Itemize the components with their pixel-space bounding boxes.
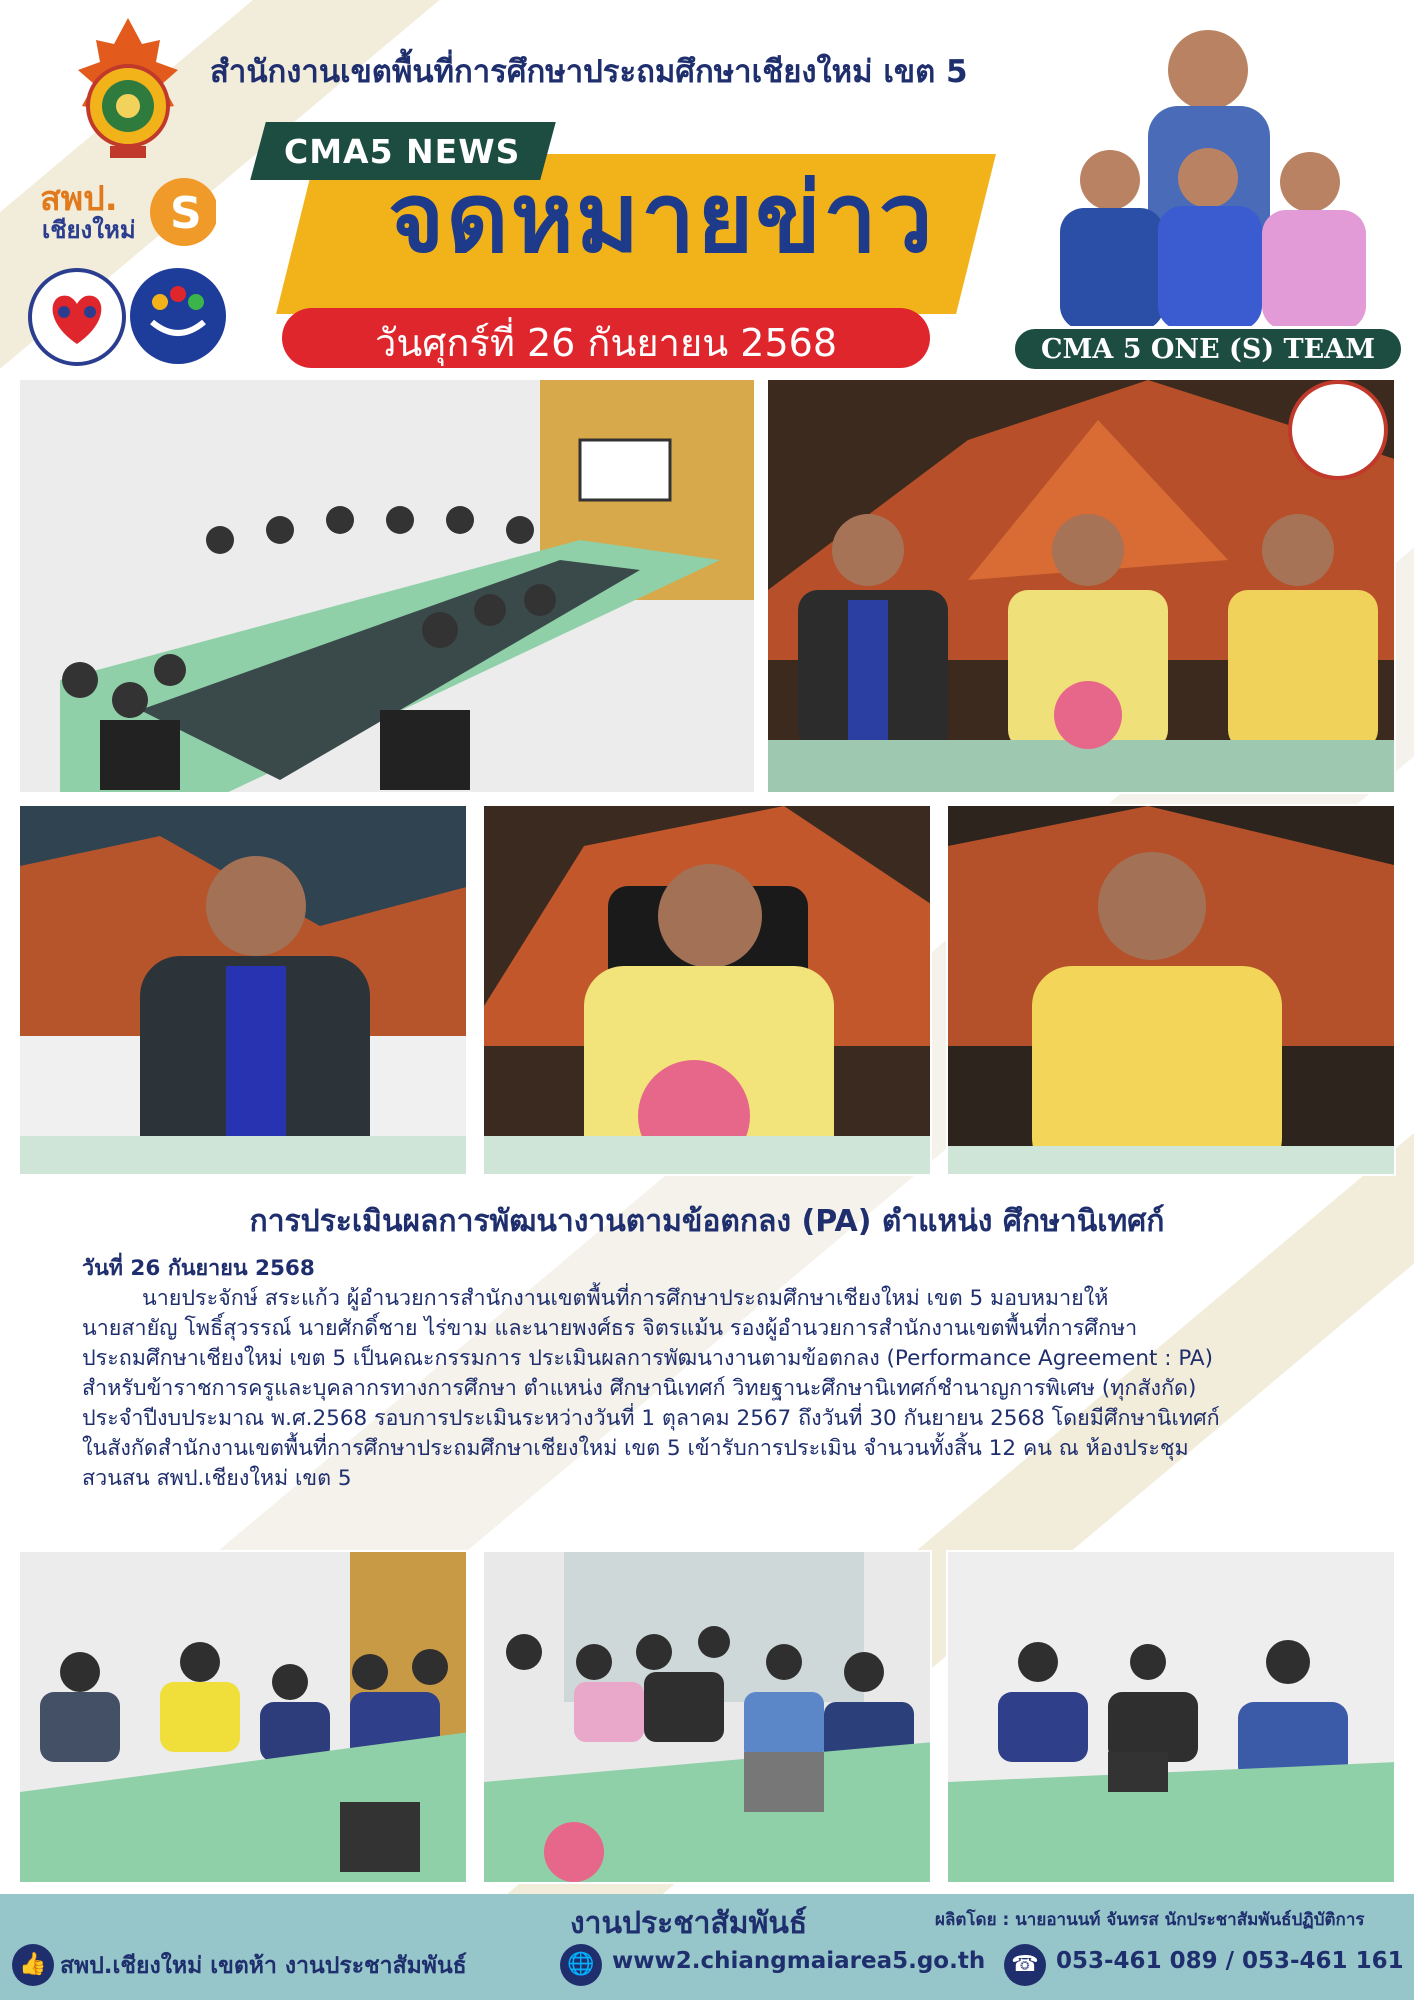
article-title: การประเมินผลการพัฒนางานตามข้อตกลง (PA) ตำแหน่ง ศึกษานิเทศก์ [249, 1204, 1165, 1239]
article-line: สำหรับข้าราชการครูและบุคลากรทางการศึกษา ตำแหน่ง ศึกษานิเทศก์ วิทยฐานะศึกษานิเทศก์ชำนาญการพิเศษ (ทุกสังกัด) [82, 1376, 1197, 1401]
article-line: สวนสน สพป.เชียงใหม่ เขต 5 [82, 1466, 352, 1491]
happy-learning-logo [130, 268, 226, 364]
participants-photo-2 [482, 1550, 932, 1884]
phone-number[interactable]: 053-461 089 / 053-461 161 [1056, 1948, 1404, 1974]
header-date: วันศุกร์ที่ 26 กันยายน 2568 [374, 321, 838, 365]
participants-photo-1 [18, 1550, 468, 1884]
website-link[interactable]: www2.chiangmaiarea5.go.th [612, 1948, 986, 1974]
footer-title: งานประชาสัมพันธ์ [570, 1906, 808, 1941]
meeting-room-photo [18, 378, 756, 794]
participants-photo-3 [946, 1550, 1396, 1884]
facebook-like-icon[interactable]: 👍 [12, 1944, 54, 1986]
team-photo [1030, 10, 1410, 330]
committee-three-photo [766, 378, 1396, 794]
office-name: สำนักงานเขตพื้นที่การศึกษาประถมศึกษาเชียงใหม่ เขต 5 [210, 54, 968, 90]
svg-text:สพป.: สพป. [40, 179, 118, 219]
article-line: นายสายัญ โพธิ์สุวรรณ์ นายศักดิ์ชาย ไร่ขาม และนายพงศ์ธร จิตรแม้น รองผู้อำนวยการสำนักงานเขตพื้นที่การศึกษา [82, 1316, 1138, 1341]
article-line: นายประจักษ์ สระแก้ว ผู้อำนวยการสำนักงานเขตพื้นที่การศึกษาประถมศึกษาเชียงใหม่ เขต 5 มอบหมายให้ [142, 1286, 1109, 1311]
article-line: ในสังกัดสำนักงานเขตพื้นที่การศึกษาประถมศึกษาเชียงใหม่ เขต 5 เข้ารับการประเมิน จำนวนทั้งสิ้น 12 คน ณ ห้องประชุม [82, 1436, 1189, 1461]
svg-text:S: S [170, 188, 202, 239]
portrait-right-photo [946, 804, 1396, 1176]
portrait-left-photo [18, 804, 468, 1176]
ministry-emblem-logo [70, 14, 186, 164]
globe-icon[interactable]: 🌐 [560, 1944, 602, 1986]
footer-credit: ผลิตโดย : นายอานนท์ จันทรส นักประชาสัมพันธ์ปฏิบัติการ [935, 1910, 1365, 1930]
article-line: ประถมศึกษาเชียงใหม่ เขต 5 เป็นคณะกรรมการ ประเมินผลการพัฒนางานตามข้อตกลง (Performance Agreement : PA) [82, 1346, 1214, 1371]
newsletter-title: จดหมายข่าว [388, 162, 935, 274]
article-body [82, 1254, 1352, 1494]
svg-text:เชียงใหม่: เชียงใหม่ [42, 216, 136, 244]
portrait-center-photo [482, 804, 932, 1176]
phone-icon[interactable]: ☎ [1004, 1944, 1046, 1986]
article-date: วันที่ 26 กันยายน 2568 [82, 1256, 315, 1281]
happy-heart-logo [28, 268, 126, 366]
spp-chiangmai-logo [36, 172, 216, 252]
facebook-page-link[interactable]: สพป.เชียงใหม่ เขตห้า งานประชาสัมพันธ์ [60, 1953, 467, 1979]
article-line: ประจำปีงบประมาณ พ.ศ.2568 รอบการประเมินระหว่างวันที่ 1 ตุลาคม 2567 ถึงวันที่ 30 กันยายน 2568 โดยมีศึกษานิเทศก์ [82, 1406, 1220, 1431]
news-tag: CMA5 NEWS [284, 132, 521, 171]
team-label: CMA 5 ONE (S) TEAM [1040, 334, 1376, 365]
